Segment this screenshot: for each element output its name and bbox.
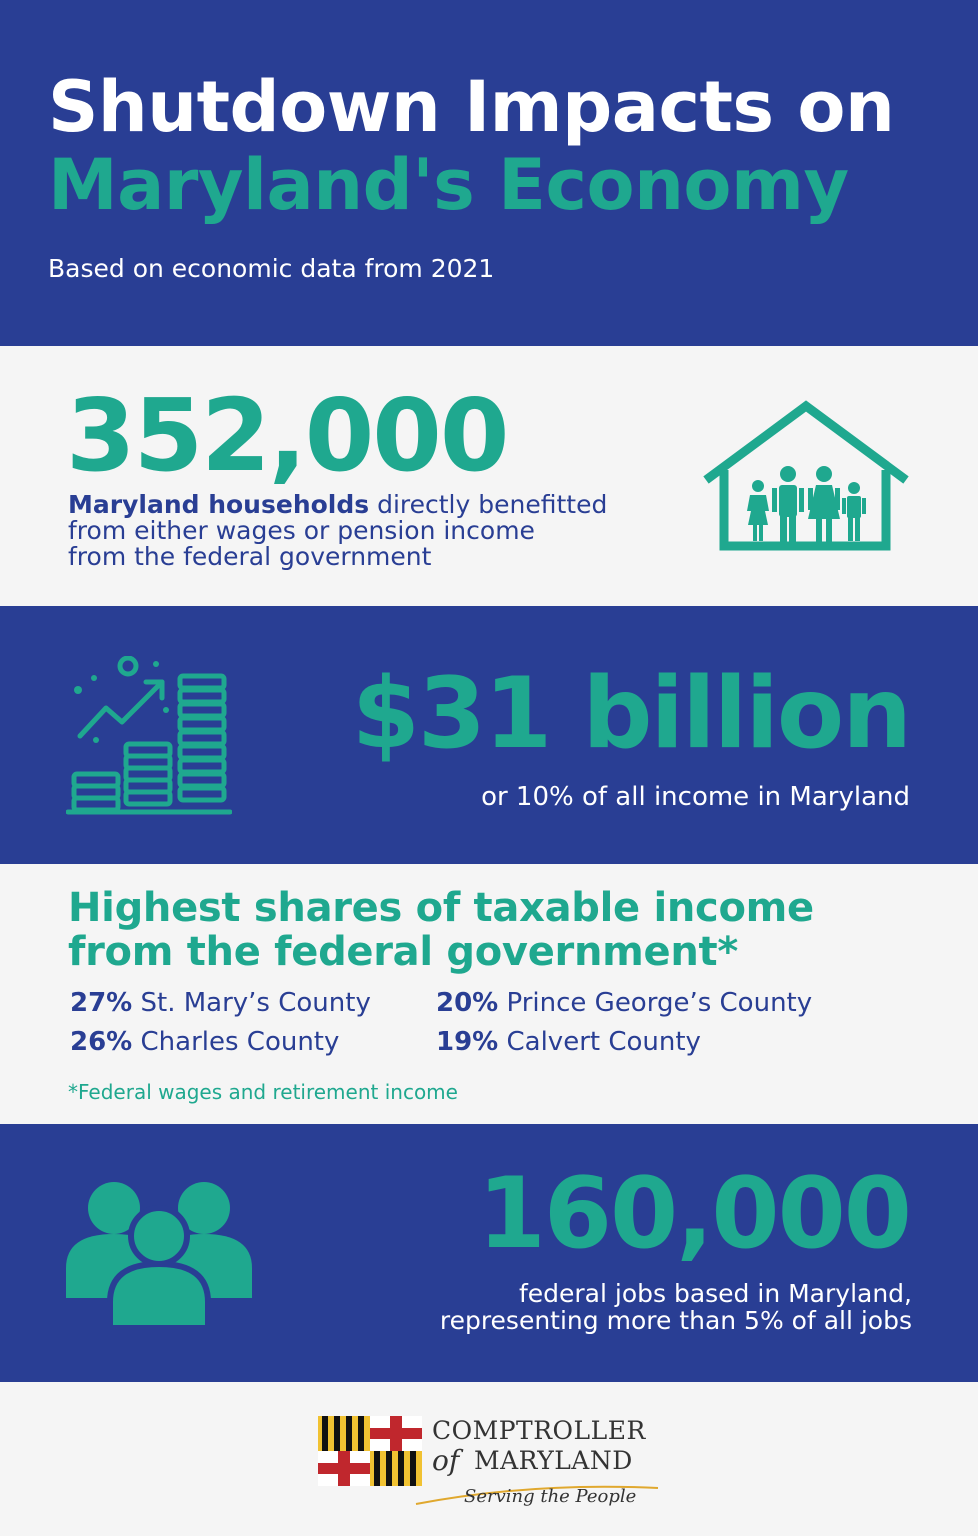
subtitle: Based on economic data from 2021	[48, 254, 495, 283]
jobs-description	[352, 1280, 912, 1334]
jobs-text-2: representing more than 5% of all jobs	[439, 1306, 912, 1335]
org-name-line-2: MARYLAND	[474, 1446, 633, 1475]
households-section	[0, 346, 978, 606]
share-county: Calvert County	[498, 1027, 701, 1057]
households-number: 352,000	[66, 377, 508, 494]
header-section	[0, 0, 978, 346]
org-name-of: of	[432, 1444, 460, 1477]
title-line-2: Maryland's Economy	[48, 144, 849, 226]
share-item	[70, 1027, 339, 1057]
share-item	[436, 1027, 701, 1057]
shares-heading-line-1: Highest shares of taxable income	[68, 885, 814, 931]
households-text-1: directly benefitted	[369, 490, 608, 519]
income-section	[0, 606, 978, 864]
footer-section	[0, 1382, 978, 1536]
share-pct: 27%	[70, 988, 133, 1018]
shares-heading-line-2: from the federal government*	[68, 929, 738, 975]
share-county: Prince George’s County	[498, 988, 813, 1018]
households-text-3: from the federal government	[68, 542, 432, 571]
org-name-line-1: COMPTROLLER	[432, 1416, 646, 1445]
share-item	[70, 988, 371, 1018]
tagline: Serving the People	[464, 1486, 637, 1507]
share-item	[436, 988, 812, 1018]
shares-section	[0, 864, 978, 1124]
money-growth-icon	[66, 656, 232, 816]
jobs-section	[0, 1124, 978, 1382]
share-county: Charles County	[132, 1027, 340, 1057]
share-pct: 19%	[436, 1027, 499, 1057]
share-pct: 26%	[70, 1027, 133, 1057]
title-line-1: Shutdown Impacts on	[48, 66, 895, 148]
households-text-2: from either wages or pension income	[68, 516, 535, 545]
income-amount: $31 billion	[351, 657, 910, 771]
share-county: St. Mary’s County	[132, 988, 371, 1018]
households-description	[68, 492, 688, 570]
income-description: or 10% of all income in Maryland	[481, 782, 910, 812]
house-family-icon	[700, 400, 912, 552]
footnote: *Federal wages and retirement income	[68, 1080, 458, 1104]
jobs-text-1: federal jobs based in Maryland,	[518, 1279, 912, 1308]
people-group-icon	[66, 1178, 252, 1326]
households-bold-text: Maryland households	[68, 490, 370, 519]
jobs-number: 160,000	[477, 1157, 910, 1271]
maryland-flag-icon	[318, 1416, 422, 1486]
share-pct: 20%	[436, 988, 499, 1018]
